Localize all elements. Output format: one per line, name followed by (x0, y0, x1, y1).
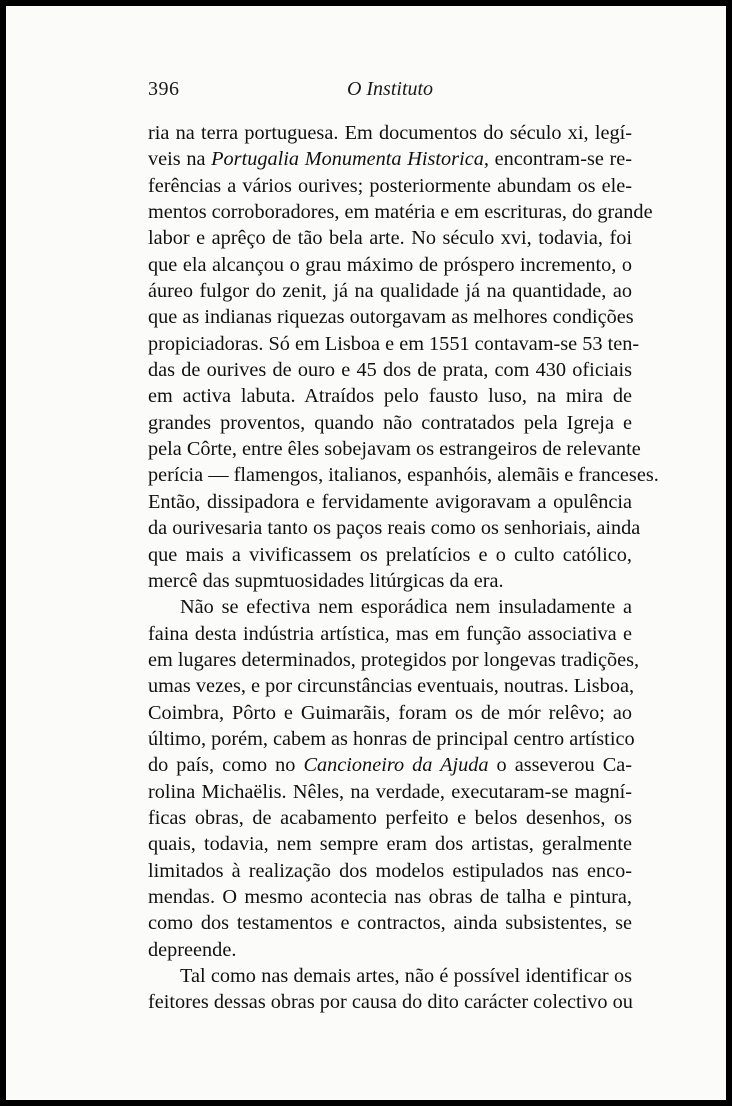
text-line (148, 225, 632, 251)
text-segment: em activa labuta. Atraídos pelo fausto luso, na mira de (148, 385, 632, 408)
text-line (148, 989, 632, 1015)
page-number: 396 (148, 78, 180, 100)
text-line (148, 436, 641, 462)
text-segment: umas vezes, e por circunstâncias eventuais, noutras. Lisboa, (148, 675, 635, 698)
text-segment: labor e aprêço de tão bela arte. No século xvi, todavia, foi (148, 227, 632, 250)
text-segment: quais, todavia, nem sempre eram dos artistas, geralmente (148, 833, 632, 856)
text-line (148, 884, 632, 910)
text-segment: o asseverou Ca- (488, 754, 632, 777)
running-header (148, 78, 632, 110)
text-line (148, 252, 632, 278)
text-segment: ria na terra portuguesa. Em documentos do século xi, legí- (148, 122, 632, 144)
text-line (148, 963, 632, 989)
text-segment: que ela alcançou o grau máximo de próspero incremento, o (148, 253, 632, 276)
body-text (148, 120, 659, 1016)
text-line (148, 199, 653, 225)
text-segment: mercê das supmtuosidades litúrgicas da era. (148, 569, 504, 592)
text-line (148, 357, 632, 383)
text-segment: das de ourives de ouro e 45 dos de prata, com 430 oficiais (148, 359, 632, 382)
text-segment: ficas obras, de acabamento perfeito e belos desenhos, os (148, 806, 632, 829)
text-segment: pela Côrte, entre êles sobejavam os estrangeiros de relevante (148, 438, 641, 461)
text-line (148, 173, 632, 199)
text-segment: Então, dissipadora e fervidamente avigoravam a opulência (148, 490, 632, 513)
text-segment: veis na (148, 148, 212, 171)
text-segment: como dos testamentos e contractos, ainda subsistentes, se (148, 912, 632, 935)
text-line (148, 146, 632, 172)
text-segment: grandes proventos, quando não contratados pela Igreja e (148, 411, 632, 434)
text-line (148, 304, 632, 330)
text-line (148, 831, 632, 857)
text-line (148, 462, 659, 488)
text-line (148, 805, 632, 831)
text-line (148, 937, 632, 963)
text-segment: mentos corroboradores, em matéria e em escrituras, do grande (148, 201, 653, 224)
text-segment: da ourivesaria tanto os paços reais como os senhoriais, ainda (148, 517, 641, 540)
paragraph (148, 963, 632, 1016)
text-line (148, 700, 632, 726)
running-title: O Instituto (346, 78, 434, 100)
text-line (148, 568, 632, 594)
text-line (148, 594, 632, 620)
text-line (148, 331, 640, 357)
text-segment: rolina Michaëlis. Nêles, na verdade, executaram-se magní- (148, 780, 632, 803)
text-line (148, 752, 632, 778)
text-line (148, 489, 632, 515)
text-line (148, 910, 632, 936)
text-segment: áureo fulgor do zenit, já na qualidade já na quantidade, ao (148, 280, 632, 303)
text-line (148, 726, 635, 752)
text-segment: Coimbra, Pôrto e Guimarãis, foram os de mór relêvo; ao (148, 701, 632, 724)
text-segment: encontram-se re- (488, 148, 633, 171)
text-line (148, 515, 641, 541)
text-segment: mendas. O mesmo acontecia nas obras de talha e pintura, (148, 885, 632, 908)
book-page (6, 6, 726, 1100)
text-segment: do país, como no (148, 754, 304, 777)
text-line (148, 673, 635, 699)
text-segment: limitados à realização dos modelos estipulados nas enco- (148, 859, 632, 882)
text-line (148, 621, 632, 647)
text-line (148, 542, 632, 568)
paragraph (148, 594, 640, 963)
text-segment: faina desta indústria artística, mas em função associativa e (148, 622, 632, 645)
text-line (148, 120, 632, 146)
text-line (148, 383, 632, 409)
text-segment: Não se efectiva nem esporádica nem insuladamente a (180, 596, 632, 619)
text-segment: que as indianas riquezas outorgavam as melhores condições (148, 306, 634, 329)
text-segment: em lugares determinados, protegidos por longevas tradições, (148, 648, 640, 671)
text-segment: que mais a vivificassem os prelatícios e o culto católico, (148, 543, 632, 566)
text-segment: último, porém, cabem as honras de principal centro artístico (148, 727, 635, 750)
text-line (148, 410, 632, 436)
text-line (148, 278, 632, 304)
text-line (148, 647, 640, 673)
text-segment: ferências a vários ourives; posteriormente abundam os ele- (148, 174, 632, 197)
text-line (148, 858, 632, 884)
italic-title: Cancioneiro da Ajuda (303, 754, 489, 777)
text-segment: perícia — flamengos, italianos, espanhóis, alemãis e franceses. (148, 464, 659, 487)
text-segment: Tal como nas demais artes, não é possível identificar os (180, 965, 632, 987)
text-segment: propiciadoras. Só em Lisboa e em 1551 contavam-se 53 ten- (148, 332, 640, 355)
paragraph (148, 120, 659, 594)
text-segment: depreende. (148, 938, 237, 961)
text-segment: feitores dessas obras por causa do dito carácter colectivo ou (148, 991, 633, 1014)
text-line (148, 779, 632, 805)
italic-title: Portugalia Monumenta Historica, (211, 148, 489, 171)
